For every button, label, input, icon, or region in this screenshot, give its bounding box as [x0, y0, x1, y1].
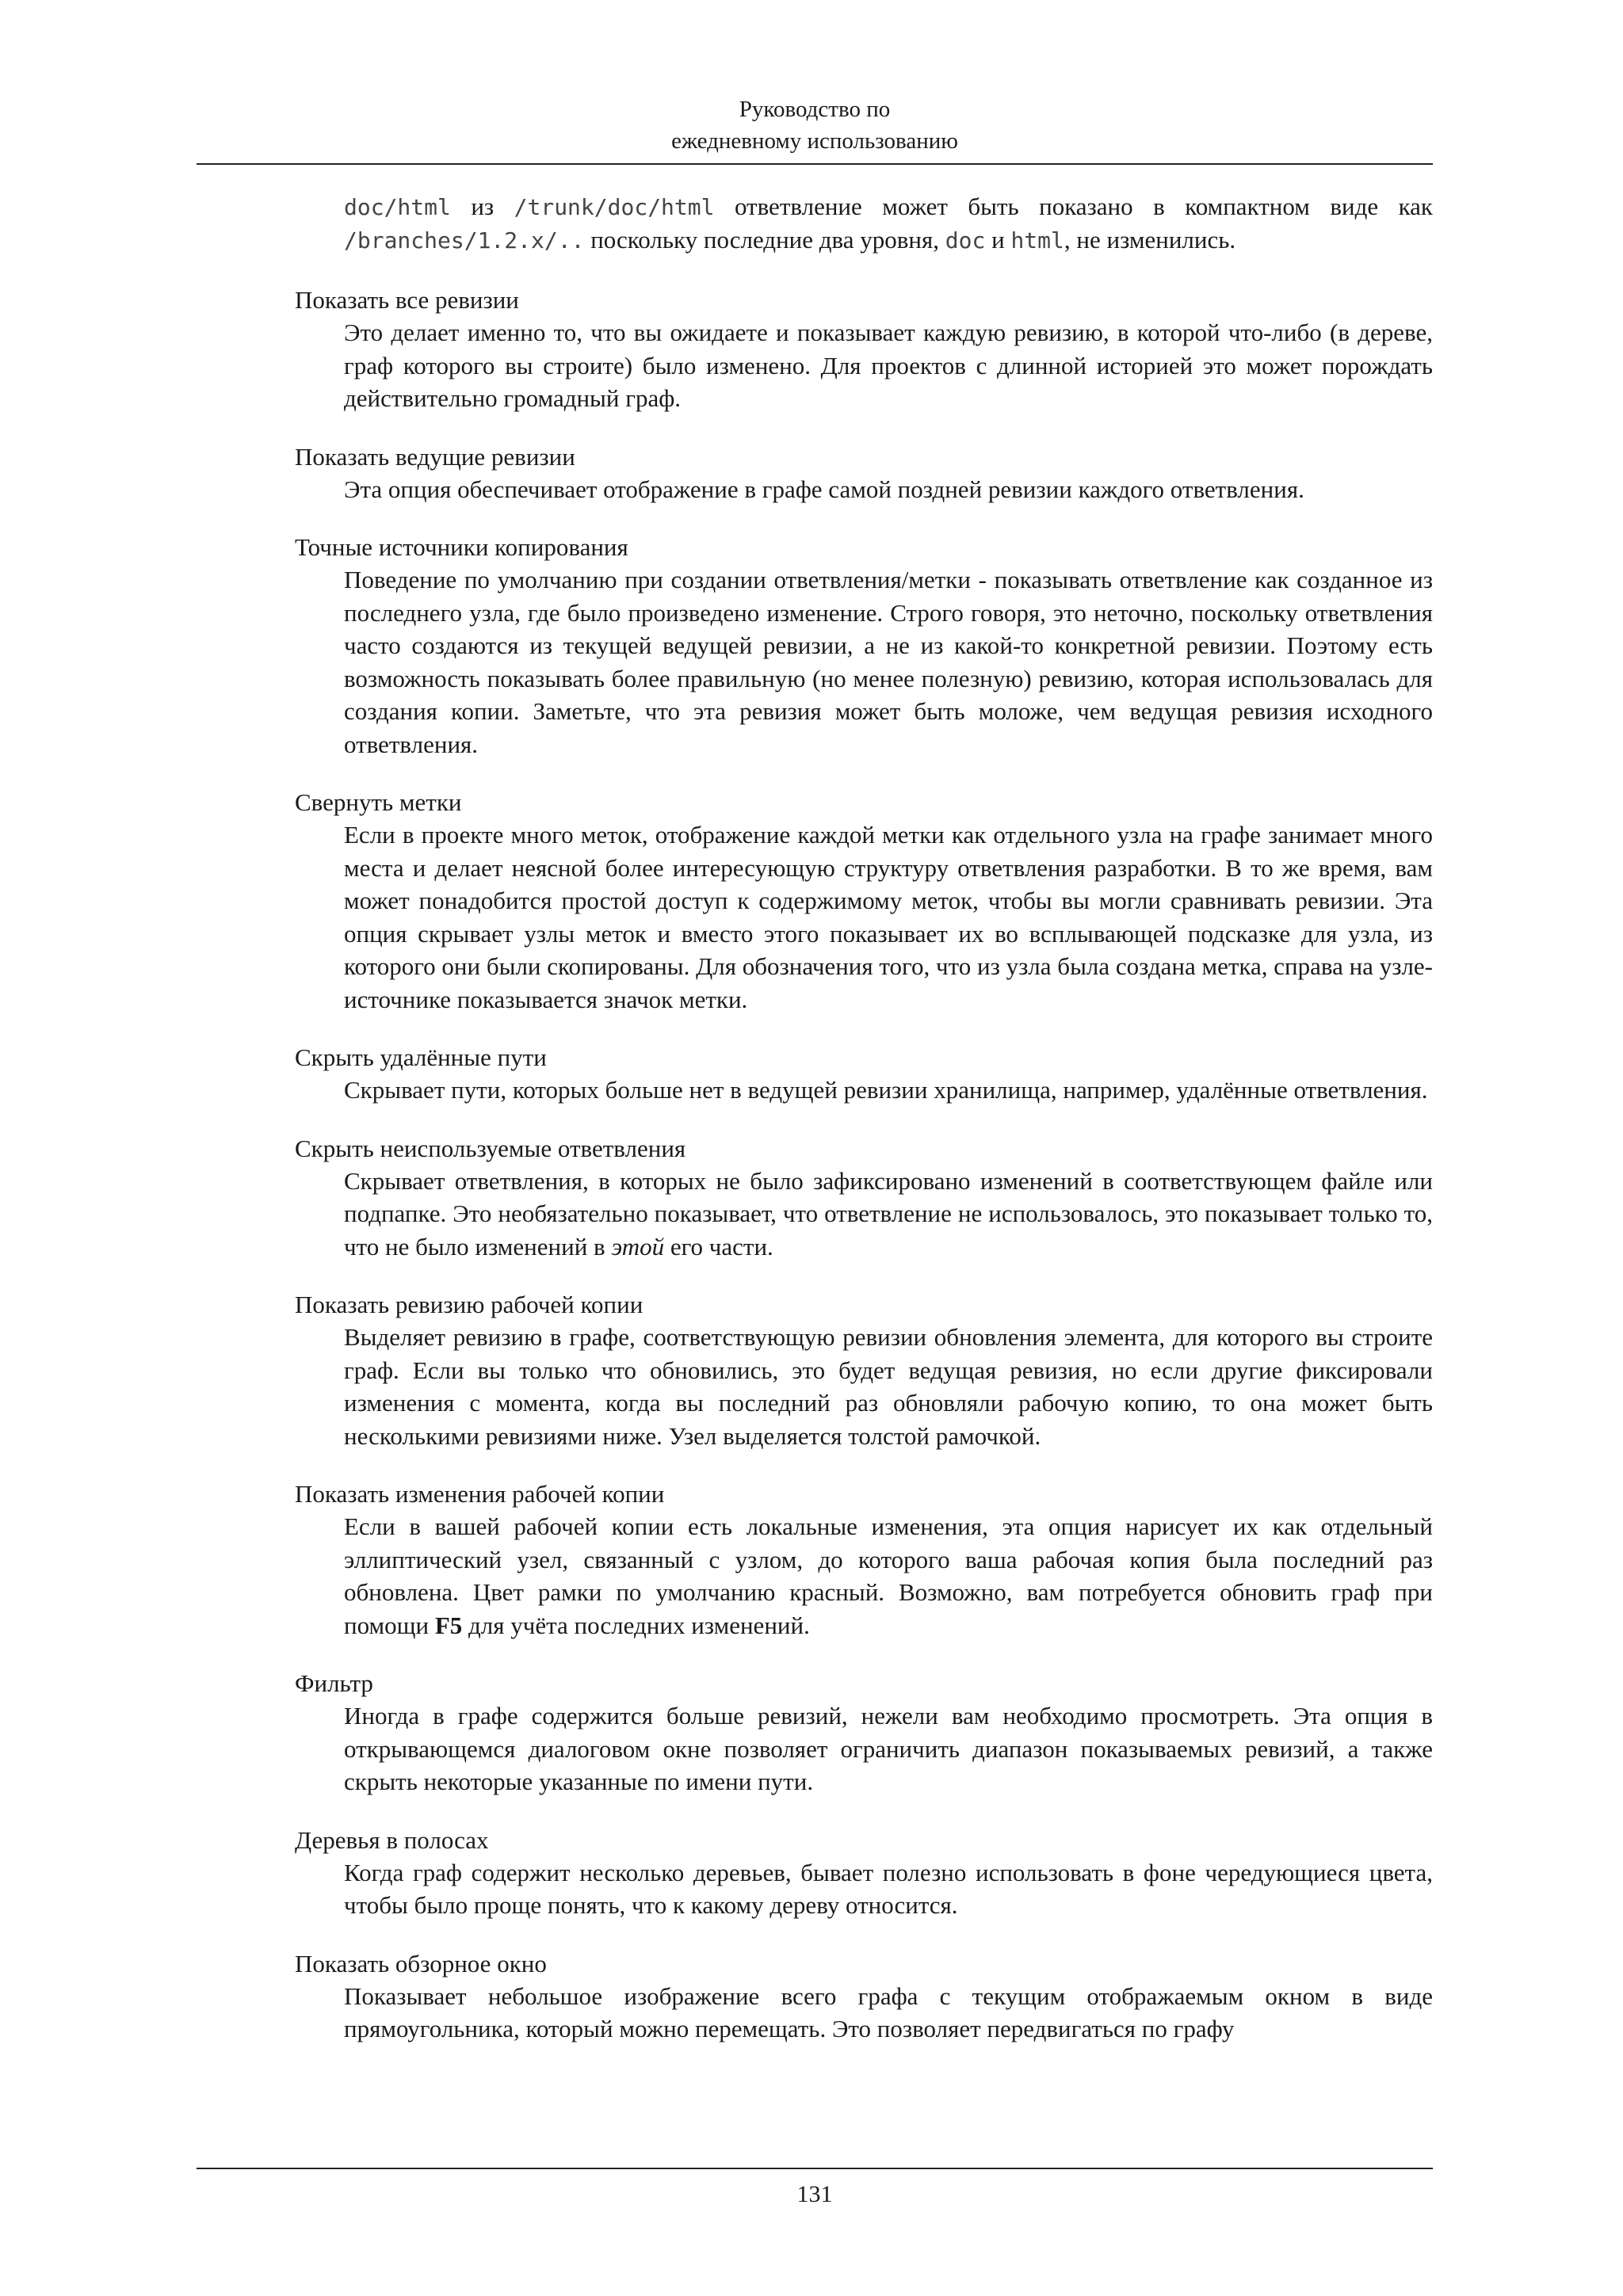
code-path: html: [1010, 227, 1064, 254]
option-entry: [295, 1824, 1433, 1922]
page-number: 131: [796, 2181, 833, 2207]
option-term: Показать обзорное окно: [295, 1949, 547, 1978]
header-title-line1: Руководство по: [739, 97, 891, 122]
option-term: Показать ревизию рабочей копии: [295, 1291, 643, 1318]
keyboard-key: F5: [434, 1611, 463, 1639]
description-text: Если в вашей рабочей копии есть локальные изменения, эта опция нарисует их как отдельный эллиптический узел, связанный с узлом, до которого ваша рабочая копия была последний раз обновлена. Цвет рамки по умолчанию красный. Возможно, вам потребуется обновить граф при помощи: [344, 1512, 1433, 1639]
intro-paragraph: [344, 190, 1433, 257]
code-path: doc: [945, 227, 986, 254]
description-text: для учёта последних изменений.: [462, 1611, 810, 1639]
option-term: Точные источники копирования: [295, 533, 628, 561]
option-term: Скрыть неиспользуемые ответвления: [295, 1134, 686, 1162]
footer-divider: [197, 2168, 1433, 2169]
intro-text: , не изменились.: [1064, 226, 1236, 254]
option-entry: [295, 1288, 1433, 1452]
option-entry: [295, 284, 1433, 415]
page-header: [197, 93, 1433, 157]
option-description: Эта опция обеспечивает отображение в графе самой поздней ревизии каждого ответвления.: [344, 475, 1304, 503]
option-description: [344, 1510, 1433, 1642]
option-description: Выделяет ревизию в графе, соответствующую ревизии обновления элемента, для которого вы строите граф. Если вы только что обновились, это будет ведущая ревизия, но если другие фиксировали изменения с момента, когда вы последний раз обновляли рабочую копию, то она может быть несколькими ревизиями ниже. Узел выделяется толстой рамочкой.: [344, 1323, 1433, 1450]
intro-text: из: [450, 193, 514, 220]
option-term: Показать все ревизии: [295, 286, 519, 314]
option-description: Когда граф содержит несколько деревьев, бывает полезно использовать в фоне чередующиеся цвета, чтобы было проще понять, что к какому дереву относится.: [344, 1858, 1433, 1919]
intro-text: ответвление может быть показано в компактном виде как: [714, 193, 1433, 220]
intro-text: и: [985, 226, 1011, 254]
option-description: Это делает именно то, что вы ожидаете и показывает каждую ревизию, в которой что-либо (в дереве, граф которого вы строите) было изменено. Для проектов с длинной историей это может порождать действительно громадный граф.: [344, 318, 1433, 412]
description-text: его части.: [664, 1232, 773, 1261]
option-entry: [295, 1041, 1433, 1107]
option-term: Скрыть удалённые пути: [295, 1043, 547, 1071]
code-path: /branches/1.2.x/..: [344, 227, 585, 254]
option-term: Фильтр: [295, 1669, 373, 1697]
option-term: Деревья в полосах: [295, 1825, 489, 1854]
option-term: Свернуть метки: [295, 788, 462, 816]
option-description: Показывает небольшое изображение всего графа с текущим отображаемым окном в виде прямоугольника, который можно перемещать. Это позволяет передвигаться по графу: [344, 1981, 1433, 2042]
option-description: Если в проекте много меток, отображение каждой метки как отдельного узла на графе занимает много места и делает неясной более интересующую структуру ответвления разработки. В то же время, вам может понадобится простой доступ к содержимому меток, чтобы вы могли сравнивать ревизии. Эта опция скрывает узлы меток и вместо этого показывает их во всплывающей подсказке для узла, из которого они были скопированы. Для обозначения того, что из узла была создана метка, справа на узле-источнике показывается значок метки.: [344, 821, 1433, 1013]
option-entry: [295, 786, 1433, 1016]
option-term: Показать изменения рабочей копии: [295, 1480, 665, 1508]
option-description: [344, 1165, 1433, 1264]
page-body: [295, 190, 1433, 2071]
option-description: Скрывает пути, которых больше нет в ведущей ревизии хранилища, например, удалённые ответвления.: [344, 1076, 1428, 1104]
option-entry: [295, 1667, 1433, 1798]
option-entry: [295, 531, 1433, 761]
intro-text: поскольку последние два уровня,: [584, 226, 945, 254]
description-text: Скрывает ответвления, в которых не было зафиксировано изменений в соответствующем файле или подпапке. Это необязательно показывает, что ответвление не использовалось, это показывает только то, что не было изменений в: [344, 1166, 1433, 1261]
option-entry: [295, 1947, 1433, 2046]
code-path: doc/html: [344, 194, 451, 220]
option-description: Поведение по умолчанию при создании ответвления/метки - показывать ответвление как созданное из последнего узла, где было произведено изменение. Строго говоря, это неточно, поскольку ответвления часто создаются из текущей ведущей ревизии, а не из какой-то конкретной ревизии. Поэтому есть возможность показывать более правильную (но менее полезную) ревизию, которая использовалась для создания копии. Заметьте, что эта ревизия может быть моложе, чем ведущая ревизия исходного ответвления.: [344, 566, 1433, 758]
code-path: /trunk/doc/html: [514, 194, 715, 220]
header-title-line2: ежедневному использованию: [671, 128, 958, 154]
option-description: Иногда в графе содержится больше ревизий, нежели вам необходимо просмотреть. Эта опция в открывающемся диалоговом окне позволяет ограничить диапазон показываемых ревизий, а также скрыть некоторые указанные по имени пути.: [344, 1702, 1433, 1795]
option-entry: [295, 1132, 1433, 1264]
emphasis-text: этой: [611, 1232, 665, 1261]
header-divider: [197, 163, 1433, 165]
option-entry: [295, 441, 1433, 506]
option-term: Показать ведущие ревизии: [295, 442, 575, 471]
option-entry: [295, 1478, 1433, 1642]
